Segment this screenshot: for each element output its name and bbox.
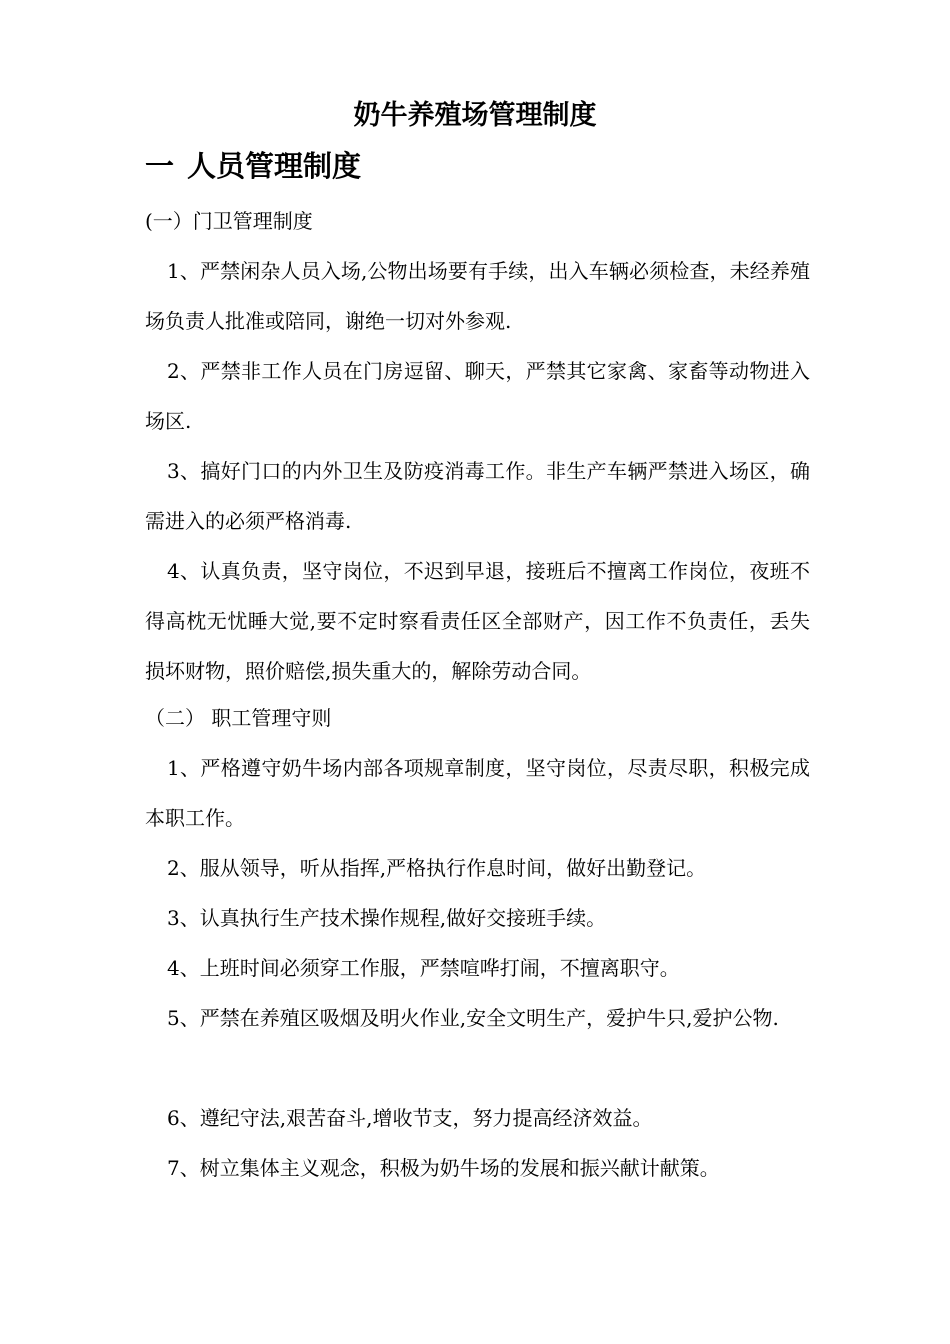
- paragraph: 2、严禁非工作人员在门房逗留、聊天，严禁其它家禽、家畜等动物进入场区.: [145, 359, 810, 433]
- paragraph: 5、严禁在养殖区吸烟及明火作业,安全文明生产，爱护牛只,爱护公物.: [167, 1006, 779, 1030]
- paragraph: 3、搞好门口的内外卫生及防疫消毒工作。非生产车辆严禁进入场区，确需进入的必须严格消毒.: [145, 459, 810, 533]
- paragraph: 6、遵纪守法,艰苦奋斗,增收节支，努力提高经济效益。: [167, 1106, 653, 1130]
- paragraph: 2、服从领导，听从指挥,严格执行作息时间，做好出勤登记。: [167, 856, 707, 880]
- section-title: 人员管理制度: [187, 149, 362, 183]
- paragraph: 1、严禁闲杂人员入场,公物出场要有手续，出入车辆必须检查，未经养殖场负责人批准或陪同，谢绝一切对外参观.: [145, 259, 810, 333]
- document-title: 奶牛养殖场管理制度: [353, 100, 597, 131]
- paragraph: 4、上班时间必须穿工作服，严禁喧哗打闹，不擅离职守。: [167, 956, 680, 980]
- section-heading: [145, 146, 361, 186]
- paragraph: 4、认真负责，坚守岗位，不迟到早退，接班后不擅离工作岗位，夜班不得高枕无忧睡大觉,要不定时察看责任区全部财产，因工作不负责任，丢失损坏财物，照价赔偿,损失重大的，解除劳动合同。: [145, 559, 810, 683]
- subsection-heading-staff-rules: （二） 职工管理守则: [145, 706, 332, 730]
- subsection-heading-gatekeeping: (一）门卫管理制度: [145, 209, 313, 233]
- paragraph: 3、认真执行生产技术操作规程,做好交接班手续。: [167, 906, 607, 930]
- section-number: 一: [145, 149, 175, 183]
- paragraph: 7、树立集体主义观念，积极为奶牛场的发展和振兴献计献策。: [167, 1156, 720, 1180]
- paragraph: 1、严格遵守奶牛场内部各项规章制度，坚守岗位，尽责尽职，积极完成本职工作。: [145, 756, 810, 830]
